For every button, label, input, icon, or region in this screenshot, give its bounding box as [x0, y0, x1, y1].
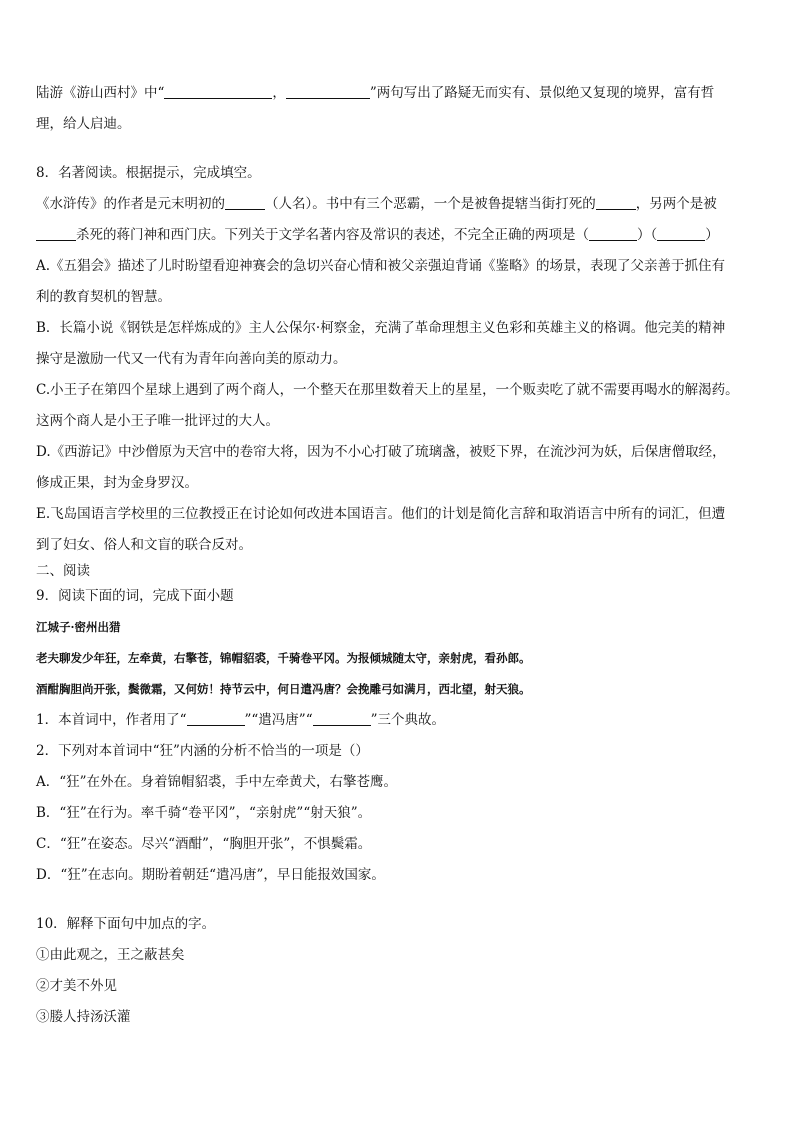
document-page [36, 78, 758, 1033]
q8-intro-b: （人名）。书中有三个恶霸，一个是被鲁提辖当街打死的 [265, 196, 596, 212]
q9-option-a: A．“狂”在外在。身着锦帽貂裘，手中左牵黄犬，右擎苍鹰。 [36, 774, 398, 790]
q10-item-3: ③媵人持汤沃灌 [36, 1009, 131, 1025]
q8-option-b-line1: B．长篇小说《钢铁是怎样炼成的》主人公保尔·柯察金，充满了革命理想主义色彩和英雄主义的格调。他完美的精神 [36, 320, 726, 336]
q8-intro2-b: 杀死的蒋门神和西门庆。下列关于文学名著内容及常识的表述，不完全正确的两项是（ [76, 227, 589, 243]
q7-line1 [36, 78, 758, 109]
q8-option-e-line1: E.飞岛国语言学校里的三位教授正在讨论如何改进本国语言。他们的计划是简化言辞和取消语言中所有的词汇，但遭 [36, 506, 726, 522]
q8-option-c-line1: C.小王子在第四个星球上遇到了两个商人，一个整天在那里数着天上的星星，一个贩卖吃了就不需要再喝水的解渴药。 [36, 382, 739, 398]
q9-sub2: 2．下列对本首词中“狂”内涵的分析不恰当的一项是（） [36, 743, 369, 759]
q8-intro2-c: ）（ [637, 227, 658, 243]
q9-title: 9．阅读下面的词，完成下面小题 [36, 588, 234, 604]
answer-blank[interactable] [36, 226, 76, 241]
q9-sub1-b: ”“遣冯唐”“ [244, 712, 313, 728]
answer-blank[interactable] [313, 711, 371, 726]
answer-blank[interactable] [286, 84, 370, 99]
q8-option-a-line2: 利的教育契机的智慧。 [36, 289, 171, 305]
q7-line2: 理，给人启迪。 [36, 116, 131, 132]
q9-sub1-a: 1．本首词中，作者用了“ [36, 712, 187, 728]
q8-intro2-d: ） [705, 227, 719, 243]
q9-sub1-c: ”三个典故。 [370, 712, 446, 728]
q9-option-b: B．“狂”在行为。率千骑“卷平冈”，“亲射虎”“射天狼”。 [36, 805, 372, 821]
q10-item-1: ①由此观之，王之蔽甚矣 [36, 947, 185, 963]
q9-option-d: D．“狂”在志向。期盼着朝廷“遣冯唐”，早日能报效国家。 [36, 867, 385, 883]
q9-option-c: C．“狂”在姿态。尽兴“酒酣”，“胸胆开张”，不惧鬓霜。 [36, 836, 372, 852]
q8-intro-line1 [36, 189, 758, 220]
poem-title: 江城子·密州出猎 [36, 620, 121, 634]
answer-blank[interactable] [589, 226, 637, 241]
section-heading: 二、阅读 [36, 563, 90, 579]
answer-blank[interactable] [187, 711, 245, 726]
answer-blank[interactable] [596, 195, 636, 210]
q10-title: 10．解释下面句中加点的字。 [36, 916, 216, 932]
q7-suffix: ”两句写出了路疑无而实有、景似绝又复现的境界，富有哲 [369, 85, 715, 101]
q8-option-b-line2: 操守是激励一代又一代有为青年向善向美的原动力。 [36, 351, 347, 367]
poem-line1: 老夫聊发少年狂，左牵黄，右擎苍，锦帽貂裘，千骑卷平冈。为报倾城随太守，亲射虎，看孙郎。 [36, 651, 531, 665]
q8-option-d-line1: D.《西游记》中沙僧原为天宫中的卷帘大将，因为不小心打破了琉璃盏，被贬下界，在流沙河为妖，后保唐僧取经， [36, 444, 726, 460]
q8-intro-a: 《水浒传》的作者是元末明初的 [36, 196, 225, 212]
q8-title: 8．名著阅读。根据提示，完成填空。 [36, 165, 261, 181]
answer-blank[interactable] [225, 195, 265, 210]
poem-line2: 酒酣胸胆尚开张，鬓微霜，又何妨！持节云中，何日遣冯唐？会挽雕弓如满月，西北望，射天狼。 [36, 682, 531, 696]
q8-intro-line2 [36, 220, 758, 251]
q7-prefix: 陆游《游山西村》中“ [36, 85, 165, 101]
answer-blank[interactable] [164, 84, 272, 99]
q8-intro-c: ，另两个是被 [635, 196, 717, 212]
q7-comma: ， [272, 85, 286, 101]
q10-item-2: ②才美不外见 [36, 978, 117, 994]
q9-sub1 [36, 705, 758, 736]
answer-blank[interactable] [657, 226, 705, 241]
q8-option-e-line2: 到了妇女、俗人和文盲的联合反对。 [36, 537, 252, 553]
q8-option-a-line1: A.《五猖会》描述了儿时盼望看迎神赛会的急切兴奋心情和被父亲强迫背诵《鉴略》的场景，表现了父亲善于抓住有 [36, 258, 726, 274]
q8-option-d-line2: 修成正果，封为金身罗汉。 [36, 475, 198, 491]
q8-option-c-line2: 这两个商人是小王子唯一批评过的大人。 [36, 413, 279, 429]
